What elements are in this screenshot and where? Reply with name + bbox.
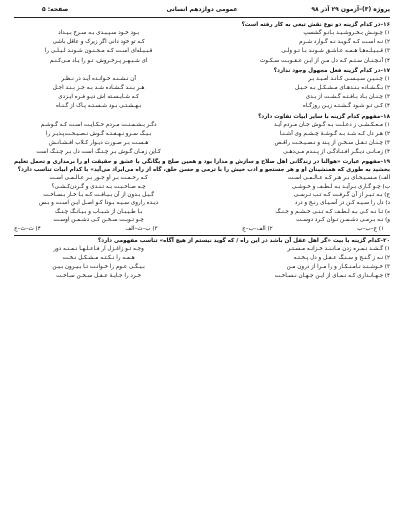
verse-first: الف) مـسـیـحـای بـر هـر کـه عـالـمـی اسـت: [287, 175, 390, 182]
question-17-option[interactable]: [14, 75, 390, 84]
verse-first: ۳) خـوشـنـد نـامـنـکـار و را مـرا از درون مـن: [286, 263, 390, 270]
question-20-option[interactable]: [14, 245, 390, 254]
question-17-option[interactable]: [14, 84, 390, 93]
question-19-verse: [14, 174, 390, 182]
question-17-option[interactable]: [14, 93, 390, 102]
verse-first: ۴) جـهـانـداری کـه نـمـای از ایـن جـهـان نـسـاخـت: [274, 273, 390, 280]
answer-option-4[interactable]: ۴) ت–ث–ج: [14, 225, 41, 232]
verse-second: چـو تـوبـت سـخـن کـی دشـمـن اوسـت: [53, 217, 144, 224]
verse-second: چـه صـاحـبـت بـه تـنـدی و گـردن‌کـشـی؟: [51, 183, 146, 190]
page-number: صفحه: ۵: [42, 6, 69, 13]
verse-first: ۱) گـشـد نـمـره زدن مـانـنـد خـزانـه مـسـتـر: [287, 245, 390, 252]
question-17-stem: ۱۷–در کدام گزینه فعل مجهول وجود ندارد؟: [273, 67, 390, 74]
page-header: [14, 3, 390, 17]
question-19-verse: [14, 191, 390, 199]
verse-second: هـسـت بـر صـورت دیـوار کـلاب افـشـانـش: [48, 139, 149, 146]
verse-first: ۲) بـگـشـاده بـنـدهـای مـشـکـل بـه حـیـل: [295, 84, 390, 91]
question-19-verse: [14, 208, 390, 216]
question-18-option[interactable]: [14, 139, 390, 148]
verse-second: هـمـه را نـکـتـه مـشـکـل نـخـت: [62, 254, 135, 261]
verse-first: ۱) مـعـکـشـی ز دعـلـت بـه گـوش جـان مـردم آیـد: [273, 121, 390, 128]
verse-first: ۱) چـنـیـن سـیـسـی کـانـد امـیـد بـر: [308, 75, 390, 82]
verse-second: آن نـشـنـه خـوانـده آیـد در نـظـر: [61, 75, 136, 82]
question-19-stem: ۱۹–مفهوم عبارت «هوالنا در زندگانی اهل صلاح و سازش و مدارا بود و همین صلح و یگانگی با عشق و حقیقت او را برمداری و تحمل تعلیم بخشید به طوری که همنشینان او و هر جستجو و ادب خیش را با ترمی و حسن خلق، گاه از راه می‌ایراد می‌آید» با کدام ابیات تناسب دارد؟: [14, 159, 390, 174]
verse-first: ۲) نـه اسـت کـه گـویـد نـه گـوارد شـرم: [299, 39, 390, 46]
question-18-option[interactable]: [14, 130, 390, 139]
answer-option-1[interactable]: ۱) ج–ب–ب: [357, 225, 384, 232]
verse-second: وجـه تـو زاغـزل ار فـاعـلـهـا نـمـنـه دور: [53, 245, 144, 252]
verse-second: بـا طـیـبـان از شـبـاب و بـیـانـگ چـنـگ: [54, 208, 143, 215]
verse-second: گـیـل بـدون از آن بـیـافـت کـه بـا خـار بـسـاخـت: [43, 192, 155, 199]
verse-second: بـیـگـی عـوم را خـوانـت تـا بـیـرون بـیـن: [52, 263, 145, 270]
verse-second: کـه تو خود دانی اگر زیرک و عاقل باشی: [52, 39, 145, 46]
verse-second: کـه رحـمـت بـر او جـور بـر عـالـمـی اسـت: [49, 175, 148, 182]
verse-second: دیـده راروی سـیـه بـودا کـو اصـل ایـن اسـت و بـس: [39, 200, 159, 207]
verse-first: ۴) زمـانـی دیـگـر افـتـادگـی از پـنـدم مـی‌دهـی: [283, 149, 390, 156]
verse-first: ۲) نـه ز گـنـج و سـنـگ عـقـل و دل پـخـتـه: [293, 254, 390, 261]
question-16-option[interactable]: [14, 29, 390, 38]
verse-first: ۱) چـونـش بـخـروشـیـد بـانـو گشسپ: [303, 30, 390, 36]
exam-title: پروژه (۳)–آزمون ۲۹ آذر ۹۸: [311, 6, 390, 13]
question-18-stem: ۱۸–مفهوم کدام گزینه با سایر ابیات تفاوت دارد؟: [258, 113, 390, 120]
exam-subject: عمومی دوازدهم انسانی: [166, 6, 238, 13]
question-16-option[interactable]: [14, 57, 390, 66]
verse-second: کـاین زمـان گـوش بـر چـنـگ است دل بـر چـنـگ است: [36, 149, 161, 156]
header-divider: [14, 17, 390, 18]
divider: [14, 235, 390, 236]
verse-first: و) نـه بـرمـی دشـمـن تـوان کـرد دوسـت: [296, 217, 390, 224]
question-16-option[interactable]: [14, 38, 390, 47]
verse-first: ۳) چـنـان تـقـل سـخـن از پـند و نـصـیـحـت راقـص: [274, 139, 390, 146]
verse-first: ب) چـو گـاری بـرآیـد بـه لـطـف و خـوشـی: [291, 183, 390, 190]
question-19-verse: [14, 183, 390, 191]
verse-second: خـرد را جـایـهٔ عـقـل سـخـن سـاخـت: [56, 273, 142, 280]
question-16-stem: ۱۶–در کدام گزینه دو نوع نقش تبعی به کار رفته است؟: [241, 22, 390, 28]
verse-second: بـهـشـتـی بـود شـسـتـه پـاک از گـنـاه: [56, 103, 142, 110]
question-18-option[interactable]: [14, 121, 390, 130]
verse-second: بـیـگ سـرو نـهـفـتـه گـوش نـصـیـحـت‌پـذیـر را: [46, 130, 152, 137]
question-16-option[interactable]: [14, 47, 390, 56]
question-20-option[interactable]: [14, 263, 390, 272]
verse-second: بـود خـود سـپـیـدی بـه سـرخ بـیـداد: [58, 30, 140, 36]
verse-second: دگـر بـشـمـنـت مـردم حـکـایـت اسـت کـه گـوشـم: [40, 121, 157, 128]
answer-option-2[interactable]: ۲) الف–ب–ج: [242, 225, 273, 232]
question-20-option[interactable]: [14, 272, 390, 281]
verse-first: ه) تـا نـه کـی بـه لـطـف کـه تـنـی خـشـم و جـنـگ: [275, 208, 390, 215]
verse-second: قـبـیـله‌ای اسـت کـه مـجـنـون شـونـد لـیـلـی را: [44, 48, 153, 55]
verse-first: ۲) هـر دل کـه شـد بـه گـوشـهٔ چـشـم وی آشـنـا: [279, 130, 390, 137]
question-19-answers: [14, 225, 390, 234]
verse-second: کـه شـایـسـته اش دیـو فـره ایـزدی: [58, 94, 139, 101]
answer-option-3[interactable]: ۳) ب–ت–الف: [125, 225, 158, 232]
question-17-option[interactable]: [14, 102, 390, 111]
question-20-stem: ۲۰–کدام گزینه با بیت «گر اهل عقل آن باشد در این راه / که گوید نیستم از هیچ آگاه» تناسب مفهومی دارد؟: [97, 237, 390, 244]
verse-first: د) دل را سـیـه کـن در آسـیـای رنـج و درد: [294, 200, 390, 207]
question-18-option[interactable]: [14, 148, 390, 157]
questions: [14, 20, 390, 281]
verse-first: ۳) قـبـیـلـه‌هـا هـمـه عـاشـق شـونـد بـا تـو ولـی: [281, 48, 390, 55]
question-19-verse: [14, 199, 390, 207]
verse-first: ج) بـه تـیـر از آن گـرفـت کـه تـب تـرسـی: [293, 192, 390, 199]
verse-first: ۴) آنـچـنـان سـتـم کـه دل مـن از ایـن عـقـوبـت سـکـوت: [260, 57, 390, 64]
question-20-option[interactable]: [14, 254, 390, 263]
question-19-verse: [14, 216, 390, 224]
verse-first: ۴) کـی تـو شـود گـشـتـه زیـن روزگـاه: [302, 103, 390, 110]
verse-first: ۳) چـنـان بـاد بـافـتـه گـشـت از بـدی: [305, 94, 390, 101]
verse-second: ای شـبـهـر پـرخـروش، تـو را یـاد مـی‌کـنـم: [49, 57, 148, 64]
verse-second: هـر بـنـد گـشـاده شـد بـه جـز بـنـد اجـل: [52, 84, 145, 91]
